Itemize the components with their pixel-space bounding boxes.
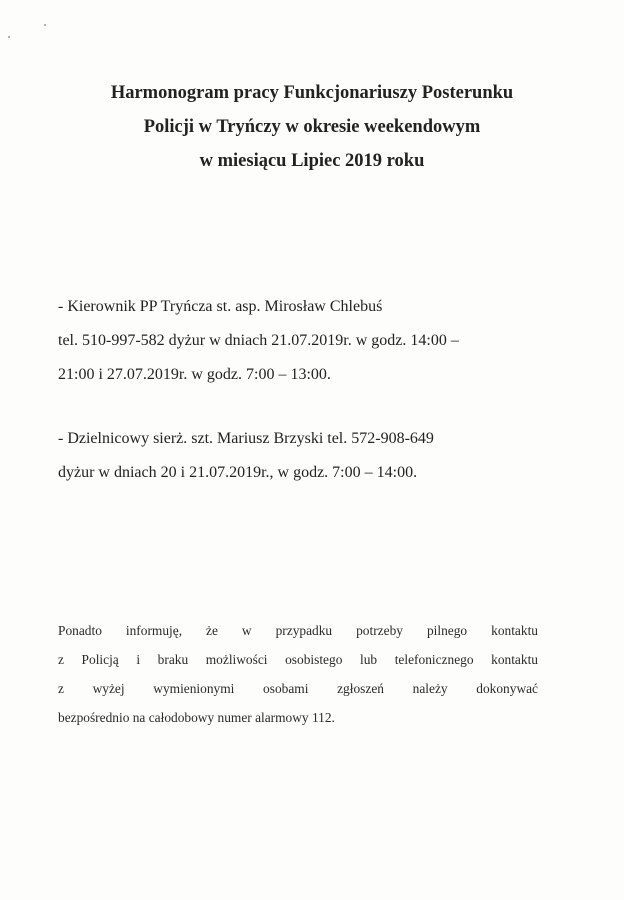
notice-line: bezpośrednio na całodobowy numer alarmowy 112. [58, 710, 335, 725]
entry-line: - Dzielnicowy sierż. szt. Mariusz Brzyski tel. 572-908-649 [58, 430, 434, 447]
notice-line: Ponadto informuję, że w przypadku potrzeby pilnego kontaktu [58, 623, 538, 638]
emergency-notice [58, 616, 538, 732]
scan-speck [44, 24, 46, 26]
entry-line: tel. 510-997-582 dyżur w dniach 21.07.2019r. w godz. 14:00 – [58, 332, 459, 349]
title-line-2: Policji w Tryńczy w okresie weekendowym [143, 117, 481, 137]
notice-line: z Policją i braku możliwości osobistego lub telefonicznego kontaktu [58, 652, 538, 667]
scan-speck [8, 36, 10, 38]
notice-line: z wyżej wymienionymi osobami zgłoszeń należy dokonywać [58, 681, 538, 696]
duty-entry-district-officer [58, 422, 558, 490]
title-line-1: Harmonogram pracy Funkcjonariuszy Posterunku [110, 83, 514, 103]
title-line-3: w miesiącu Lipiec 2019 roku [199, 151, 425, 171]
entry-line: - Kierownik PP Tryńcza st. asp. Mirosław Chlebuś [58, 298, 383, 315]
entry-line: 21:00 i 27.07.2019r. w godz. 7:00 – 13:00. [58, 366, 331, 383]
duty-entry-manager [58, 290, 558, 392]
entry-line: dyżur w dniach 20 i 21.07.2019r., w godz. 7:00 – 14:00. [58, 464, 418, 481]
document-title [40, 76, 584, 178]
